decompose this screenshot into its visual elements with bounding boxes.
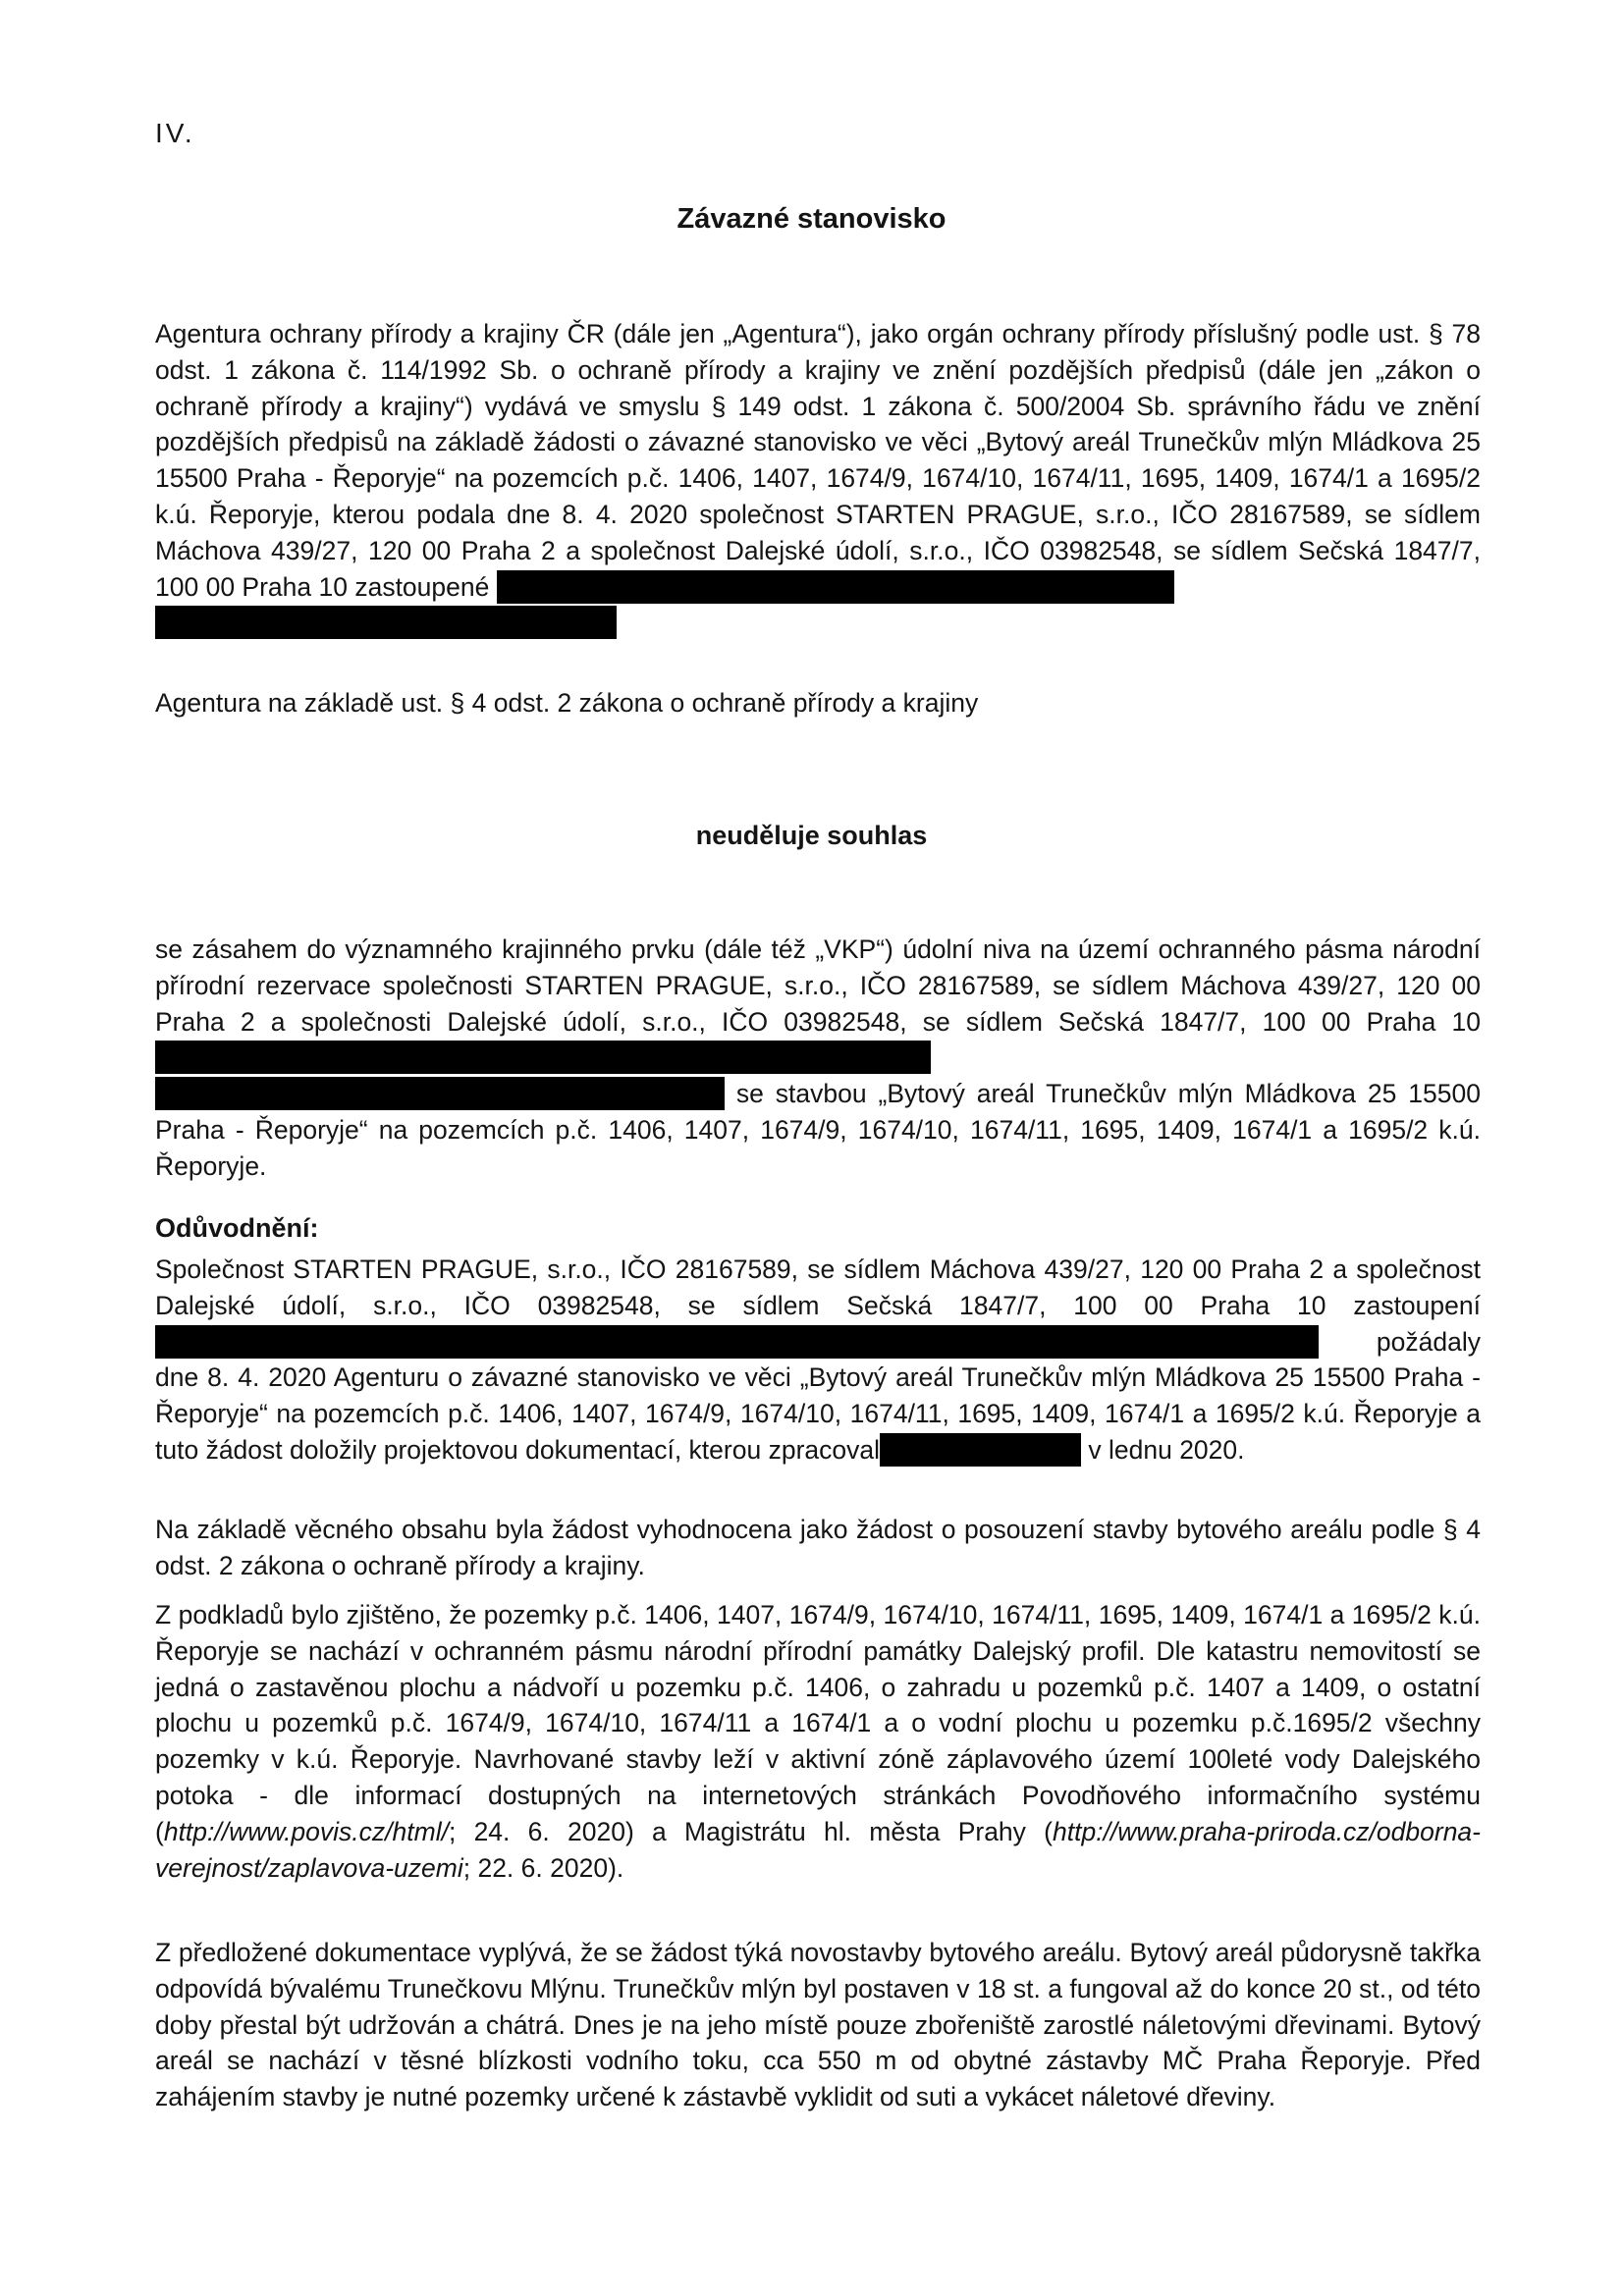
verdict-heading: neuděluje souhlas bbox=[695, 821, 928, 850]
praha-priroda-link[interactable]: http://www.praha-priroda.cz/odborna-verejnost/zaplavova-uzemi bbox=[155, 1816, 1481, 1883]
redaction-bar bbox=[497, 570, 1174, 604]
consent-text-continued: se stavbou „Bytový areál Trunečkův mlýn Mládkova 25 15500 Praha - Řeporyje“ na pozemcích p.č. 1406, 1407, 1674/9, 1674/10, 1674/11, 1695, 1409, 1674/1 a 1695/2 k.ú. Řeporyje. bbox=[155, 1079, 1481, 1181]
reasoning-text-end: v lednu 2020. bbox=[1088, 1434, 1245, 1465]
intro-paragraph bbox=[155, 316, 1481, 640]
reasoning-text-continued: požádaly dne 8. 4. 2020 Agenturu o závazné stanovisko ve věci „Bytový areál Trunečkův mlýn Mládkova 25 15500 Praha - Řeporyje“ na pozemcích p.č. 1406, 1407, 1674/9, 1674/10, 1674/11, 1695, 1409, 1674/1 a 1695/2 k.ú. Řeporyje a tuto žádost doložily projektovou dokumentací, kterou zpracoval bbox=[155, 1326, 1481, 1465]
reasoning-text-continued: ; 24. 6. 2020) a Magistrátu hl. města Prahy ( bbox=[448, 1816, 1053, 1846]
reasoning-text: Společnost STARTEN PRAGUE, s.r.o., IČO 28167589, se sídlem Máchova 439/27, 120 00 Praha 2 a společnost Dalejské údolí, s.r.o., IČO 03982548, se sídlem Sečská 1847/7, 100 00 Praha 10 zastoupení bbox=[155, 1255, 1481, 1320]
reasoning-text-end: ; 22. 6. 2020). bbox=[462, 1852, 624, 1883]
redaction-bar bbox=[880, 1433, 1081, 1467]
reasoning-paragraph-2: Na základě věcného obsahu byla žádost vyhodnocena jako žádost o posouzení stavby bytového areálu podle § 4 odst. 2 zákona o ochraně přírody a krajiny. bbox=[155, 1515, 1481, 1580]
document-title: Závazné stanovisko bbox=[676, 203, 947, 235]
consent-paragraph bbox=[155, 932, 1481, 1185]
reasoning-paragraph-3 bbox=[155, 1597, 1481, 1886]
povis-link[interactable]: http://www.povis.cz/html/ bbox=[163, 1816, 449, 1846]
section-number: IV. bbox=[155, 118, 195, 148]
redaction-bar bbox=[155, 606, 617, 639]
reasoning-heading: Odůvodnění: bbox=[155, 1213, 319, 1243]
legal-basis-paragraph: Agentura na základě ust. § 4 odst. 2 zákona o ochraně přírody a krajiny bbox=[155, 688, 979, 718]
redaction-bar bbox=[155, 1077, 725, 1110]
reasoning-paragraph-4: Z předložené dokumentace vyplývá, že se žádost týká novostavby bytového areálu. Bytový areál půdorysně takřka odpovídá bývalému Trunečkovu Mlýnu. Trunečkův mlýn byl postaven v 18 st. a fungoval až do konce 20 st., od této doby přestal být udržován a chátrá. Dnes je na jeho místě pouze zbořeniště zarostlé náletovými dřevinami. Bytový areál se nachází v těsné blízkosti vodního toku, cca 550 m od obytné zástavby MČ Praha Řeporyje. Před zahájením stavby je nutné pozemky určené k zástavbě vyklidit od suti a vykácet náletové dřeviny. bbox=[155, 1938, 1481, 2112]
intro-text: Agentura ochrany přírody a krajiny ČR (dále jen „Agentura“), jako orgán ochrany přírody příslušný podle ust. § 78 odst. 1 zákona č. 114/1992 Sb. o ochraně přírody a krajiny ve znění pozdějších předpisů (dále jen „zákon o ochraně přírody a krajiny“) vydává ve smyslu § 149 odst. 1 zákona č. 500/2004 Sb. správního řádu ve znění pozdějších předpisů na základě žádosti o závazné stanovisko ve věci „Bytový areál Trunečkův mlýn Mládkova 25 15500 Praha - Řeporyje“ na pozemcích p.č. 1406, 1407, 1674/9, 1674/10, 1674/11, 1695, 1409, 1674/1 a 1695/2 k.ú. Řeporyje, kterou podala dne 8. 4. 2020 společnost STARTEN PRAGUE, s.r.o., IČO 28167589, se sídlem Máchova 439/27, 120 00 Praha 2 a společnost Dalejské údolí, s.r.o., IČO 03982548, se sídlem Sečská 1847/7, 100 00 Praha 10 zastoupené bbox=[155, 319, 1481, 602]
reasoning-paragraph-1 bbox=[155, 1252, 1481, 1468]
redaction-bar bbox=[155, 1325, 1319, 1359]
consent-text: se zásahem do významného krajinného prvku (dále též „VKP“) údolní niva na území ochranného pásma národní přírodní rezervace společnosti STARTEN PRAGUE, s.r.o., IČO 28167589, se sídlem Máchova 439/27, 120 00 Praha 2 a společnosti Dalejské údolí, s.r.o., IČO 03982548, se sídlem Sečská 1847/7, 100 00 Praha 10 bbox=[155, 934, 1481, 1037]
reasoning-text: Z podkladů bylo zjištěno, že pozemky p.č. 1406, 1407, 1674/9, 1674/10, 1674/11, 1695, 1409, 1674/1 a 1695/2 k.ú. Řeporyje se nachází v ochranném pásmu národní přírodní památky Dalejský profil. Dle katastru nemovitostí se jedná o zastavěnou plochu a nádvoří u pozemku p.č. 1406, o zahradu u pozemků p.č. 1407 a 1409, o ostatní plochu u pozemků p.č. 1674/9, 1674/10, 1674/11 a 1674/1 a o vodní plochu u pozemku p.č.1695/2 všechny pozemky v k.ú. Řeporyje. Navrhované stavby leží v aktivní zóně záplavového území 100leté vody Dalejského potoka - dle informací dostupných na internetových stránkách Povodňového informačního systému ( bbox=[155, 1600, 1481, 1846]
redaction-bar bbox=[155, 1041, 931, 1074]
